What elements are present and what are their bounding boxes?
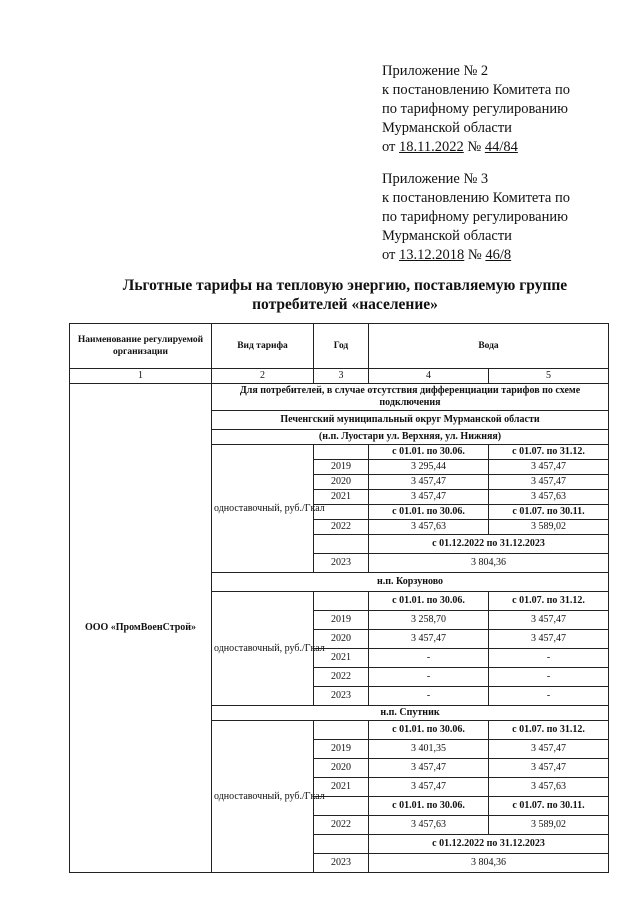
tariff-value: 3 457,47 [489, 475, 609, 490]
appendix-2-block [382, 62, 622, 157]
year-cell: 2021 [314, 649, 369, 668]
column-number: 1 [70, 369, 212, 384]
locality-name: н.п. Спутник [212, 706, 609, 721]
appendix-2-title: Приложение № 2 [382, 63, 489, 79]
period-header: с 01.07. по 31.12. [489, 592, 609, 611]
number-prefix: № [463, 139, 485, 155]
column-number: 4 [369, 369, 489, 384]
period-header: с 01.01. по 30.06. [369, 592, 489, 611]
tariff-kind: одноставочный, руб./Гкал [212, 445, 314, 573]
year-cell: 2021 [314, 490, 369, 505]
column-number: 3 [314, 369, 369, 384]
appendix-3-date: 13.12.2018 [399, 247, 465, 263]
tariff-value: 3 457,47 [369, 490, 489, 505]
column-number: 2 [212, 369, 314, 384]
tariff-value: 3 258,70 [369, 611, 489, 630]
year-cell: 2023 [314, 687, 369, 706]
tariff-value: 3 589,02 [489, 816, 609, 835]
tariff-value: 3 457,47 [489, 740, 609, 759]
tariff-value: 3 457,47 [489, 611, 609, 630]
locality-name: н.п. Корзуново [212, 573, 609, 592]
appendix-2-date-line [382, 138, 622, 157]
table-row [70, 384, 609, 411]
tariff-value: 3 457,47 [369, 475, 489, 490]
year-cell: 2020 [314, 475, 369, 490]
appendix-3-number: 46/8 [485, 247, 512, 263]
tariff-table [69, 323, 609, 873]
tariff-value: 3 457,63 [489, 490, 609, 505]
appendix-3-line: к постановлению Комитета по [382, 190, 570, 206]
period-header: с 01.07. по 31.12. [489, 445, 609, 460]
column-number: 5 [489, 369, 609, 384]
tariff-value: 3 804,36 [369, 554, 609, 573]
appendix-3-block [382, 170, 622, 265]
appendix-2-number: 44/84 [484, 139, 518, 155]
tariff-value: 3 457,63 [369, 816, 489, 835]
year-cell: 2019 [314, 611, 369, 630]
number-prefix: № [464, 247, 486, 263]
year-cell: 2022 [314, 668, 369, 687]
period-header: с 01.01. по 30.06. [369, 797, 489, 816]
appendix-2-line: Мурманской области [382, 120, 512, 136]
tariff-value: - [489, 687, 609, 706]
tariff-value: 3 401,35 [369, 740, 489, 759]
header-org: Наименование регулируемой организации [70, 324, 212, 369]
year-cell: 2022 [314, 520, 369, 535]
appendix-3-line: Мурманской области [382, 228, 512, 244]
date-prefix: от [382, 247, 400, 263]
locality-name: (н.п. Луостари ул. Верхняя, ул. Нижняя) [212, 430, 609, 445]
document-title-line: потребителей «население» [252, 296, 438, 313]
tariff-kind: одноставочный, руб./Гкал [212, 592, 314, 706]
year-cell: 2023 [314, 554, 369, 573]
tariff-value: - [369, 649, 489, 668]
tariff-value: 3 804,36 [369, 854, 609, 873]
year-cell: 2021 [314, 778, 369, 797]
period-header: с 01.01. по 30.06. [369, 505, 489, 520]
appendix-3-title: Приложение № 3 [382, 171, 489, 187]
year-cell [314, 835, 369, 854]
period-header: с 01.07. по 30.11. [489, 505, 609, 520]
period-header: с 01.12.2022 по 31.12.2023 [369, 535, 609, 554]
tariff-value: - [369, 687, 489, 706]
tariff-value: 3 457,63 [369, 520, 489, 535]
document-title [90, 276, 600, 314]
tariff-value: 3 589,02 [489, 520, 609, 535]
appendix-3-line: по тарифному регулированию [382, 209, 568, 225]
year-cell: 2020 [314, 759, 369, 778]
tariff-value: 3 457,47 [369, 759, 489, 778]
tariff-value: 3 457,63 [489, 778, 609, 797]
header-tariff-type: Вид тарифа [212, 324, 314, 369]
tariff-value: 3 295,44 [369, 460, 489, 475]
year-cell: 2020 [314, 630, 369, 649]
tariff-value: 3 457,47 [489, 759, 609, 778]
tariff-kind: одноставочный, руб./Гкал [212, 721, 314, 873]
year-cell [314, 445, 369, 460]
appendix-3-date-line [382, 246, 622, 265]
tariff-value: - [369, 668, 489, 687]
year-cell: 2019 [314, 460, 369, 475]
tariff-value: - [489, 649, 609, 668]
year-cell [314, 535, 369, 554]
section-note: Для потребителей, в случае отсутствия дифференциации тарифов по схеме подключения [212, 384, 609, 411]
column-number-row [70, 369, 609, 384]
period-header: с 01.01. по 30.06. [369, 721, 489, 740]
year-cell: 2023 [314, 854, 369, 873]
tariff-value: 3 457,47 [369, 778, 489, 797]
period-header: с 01.12.2022 по 31.12.2023 [369, 835, 609, 854]
appendix-2-date: 18.11.2022 [399, 139, 464, 155]
year-cell: 2019 [314, 740, 369, 759]
period-header: с 01.01. по 30.06. [369, 445, 489, 460]
appendix-2-line: по тарифному регулированию [382, 101, 568, 117]
tariff-value: 3 457,47 [369, 630, 489, 649]
document-title-line: Льготные тарифы на тепловую энергию, поставляемую группе [122, 277, 568, 294]
period-header: с 01.07. по 31.12. [489, 721, 609, 740]
year-cell [314, 721, 369, 740]
district-name: Печенгский муниципальный округ Мурманской области [212, 411, 609, 430]
period-header: с 01.07. по 30.11. [489, 797, 609, 816]
year-cell: 2022 [314, 816, 369, 835]
tariff-value: 3 457,47 [489, 460, 609, 475]
header-water: Вода [369, 324, 609, 369]
tariff-value: 3 457,47 [489, 630, 609, 649]
date-prefix: от [382, 139, 400, 155]
year-cell [314, 592, 369, 611]
header-year: Год [314, 324, 369, 369]
appendix-2-line: к постановлению Комитета по [382, 82, 570, 98]
org-name: ООО «ПромВоенСтрой» [70, 384, 212, 873]
tariff-value: - [489, 668, 609, 687]
table-header-row [70, 324, 609, 369]
